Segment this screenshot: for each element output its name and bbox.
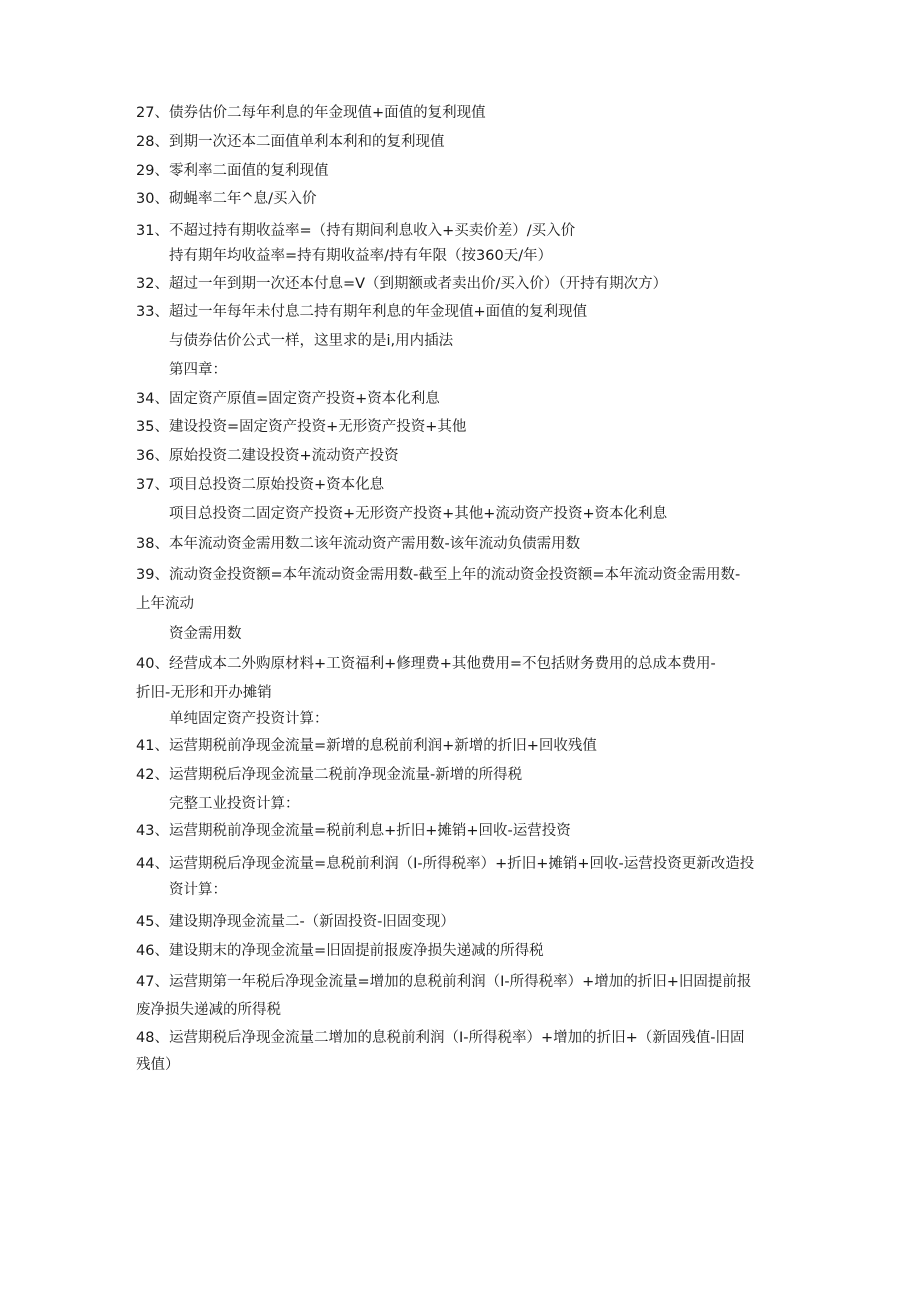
text-line-34: 34、固定资产原值=固定资产投资+资本化利息 — [136, 391, 440, 407]
text-line-44-cont: 资计算： — [169, 882, 227, 898]
text-line-31: 31、不超过持有期收益率=（持有期间利息收入+买卖价差）/买入价 — [136, 223, 576, 239]
text-line-38: 38、本年流动资金需用数二该年流动资产需用数-该年流动负债需用数 — [136, 536, 581, 552]
text-line-32: 32、超过一年到期一次还本付息=V（到期额或者卖出价/买入价）（开持有期次方） — [136, 276, 668, 292]
text-line-47: 47、运营期第一年税后净现金流量=增加的息税前利润（I-所得税率）+增加的折旧+旧固提前报 — [136, 974, 752, 990]
text-line-40: 40、经营成本二外购原材料+工资福利+修理费+其他费用=不包括财务费用的总成本费用- — [136, 656, 716, 672]
text-line-39: 39、流动资金投资额=本年流动资金需用数-截至上年的流动资金投资额=本年流动资金需用数- — [136, 567, 741, 583]
text-line-37-cont: 项目总投资二固定资产投资+无形资产投资+其他+流动资产投资+资本化利息 — [169, 506, 668, 522]
text-line-46: 46、建设期末的净现金流量=旧固提前报废净损失递减的所得税 — [136, 943, 544, 959]
text-line-33: 33、超过一年每年未付息二持有期年利息的年金现值+面值的复利现值 — [136, 304, 588, 320]
text-line-44: 44、运营期税后净现金流量=息税前利润（I-所得税率）+折旧+摊销+回收-运营投资更新改造投 — [136, 856, 755, 872]
text-line-36: 36、原始投资二建设投资+流动资产投资 — [136, 448, 399, 464]
text-line-47-cont: 废净损失递减的所得税 — [136, 1002, 281, 1018]
text-line-40-cont: 折旧-无形和开办摊销 — [136, 685, 272, 701]
text-line-31-cont: 持有期年均收益率=持有期收益率/持有年限（按360天/年） — [169, 248, 553, 264]
text-line-35: 35、建设投资=固定资产投资+无形资产投资+其他 — [136, 419, 467, 435]
section-heading-complete: 完整工业投资计算： — [169, 796, 300, 812]
section-heading-simple: 单纯固定资产投资计算： — [169, 711, 329, 727]
text-line-43: 43、运营期税前净现金流量=税前利息+折旧+摊销+回收-运营投资 — [136, 823, 571, 839]
text-line-45: 45、建设期净现金流量二-（新固投资-旧固变现） — [136, 914, 455, 930]
chapter-heading: 第四章： — [169, 362, 227, 378]
text-line-39-cont2: 资金需用数 — [169, 626, 242, 642]
text-line-41: 41、运营期税前净现金流量=新增的息税前利润+新增的折旧+回收残值 — [136, 738, 597, 754]
text-line-29: 29、零利率二面值的复利现值 — [136, 163, 329, 179]
text-line-39-cont: 上年流动 — [136, 596, 194, 612]
text-line-48: 48、运营期税后净现金流量二增加的息税前利润（I-所得税率）+增加的折旧+（新固残值-旧固 — [136, 1030, 745, 1046]
text-line-37: 37、项目总投资二原始投资+资本化息 — [136, 477, 385, 493]
text-line-48-cont: 残值） — [136, 1057, 180, 1073]
text-line-42: 42、运营期税后净现金流量二税前净现金流量-新增的所得税 — [136, 767, 523, 783]
text-line-28: 28、到期一次还本二面值单利本利和的复利现值 — [136, 134, 445, 150]
text-line-27: 27、债券估价二每年利息的年金现值+面值的复利现值 — [136, 105, 486, 121]
text-line-33-cont: 与债券估价公式一样，这里求的是i,用内插法 — [169, 333, 454, 349]
text-line-30: 30、砌蝇率二年^息/买入价 — [136, 191, 317, 207]
